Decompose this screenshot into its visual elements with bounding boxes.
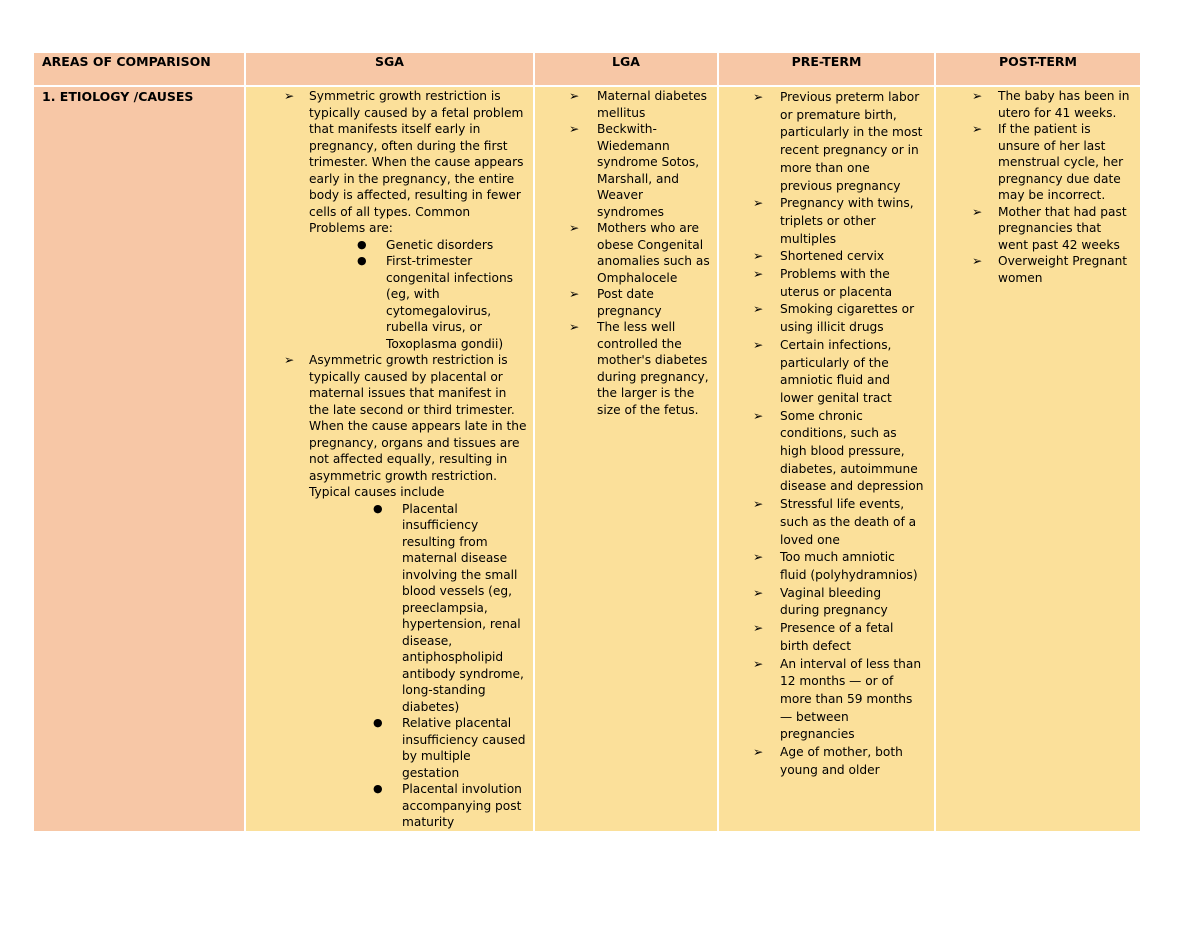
- arrow-bullet-icon: ➢: [753, 621, 764, 636]
- list-item: ➢ Age of mother, both young and older: [753, 745, 903, 777]
- arrow-bullet-icon: ➢: [753, 656, 764, 671]
- sga-asymmetric-text: Asymmetric growth restriction is typically caused by placental or maternal issues that manifest in the late second or third trimester. When the cause appears late in the pregnancy, organs and tissues are not affected equally, resulting in asymmetric growth restriction. Typical causes include: [309, 353, 527, 499]
- arrow-bullet-icon: ➢: [753, 267, 764, 282]
- arrow-bullet-icon: ➢: [753, 337, 764, 352]
- list-item: ● Genetic disorders: [357, 237, 494, 252]
- list-item: ➢ Pregnancy with twins, triplets or other multiples: [753, 196, 914, 246]
- dot-bullet-icon: ●: [357, 254, 367, 267]
- arrow-bullet-icon: ➢: [569, 221, 580, 235]
- row-label-etiology: 1. ETIOLOGY /CAUSES: [34, 87, 246, 833]
- list-item: ● Placental involution accompanying post maturity: [373, 782, 522, 829]
- list-item: ➢ Overweight Pregnant women: [972, 254, 1128, 285]
- list-item: ➢ Certain infections, particularly of the amniotic fluid and lower genital tract: [753, 337, 892, 405]
- header-pre-term: PRE-TERM: [719, 53, 936, 87]
- list-item: ● Placental insufficiency resulting from maternal disease involving the small blood vessels (eg, preeclampsia, hypertension, renal disease, antiphospholipid antibody syndrome, long-standing diabetes): [373, 501, 524, 714]
- header-sga: SGA: [246, 53, 535, 87]
- list-item: ➢ If the patient is unsure of her last menstrual cycle, her pregnancy due date may be incorrect.: [972, 122, 1124, 202]
- list-item: ➢ Maternal diabetes mellitus: [569, 89, 707, 120]
- list-item: ● Relative placental insufficiency caused by multiple gestation: [373, 716, 526, 780]
- list-item: ➢ The baby has been in utero for 41 weeks.: [972, 89, 1130, 120]
- arrow-bullet-icon: ➢: [284, 89, 295, 103]
- arrow-bullet-icon: ➢: [753, 585, 764, 600]
- arrow-bullet-icon: ➢: [569, 89, 580, 103]
- arrow-bullet-icon: ➢: [569, 287, 580, 301]
- list-item: ➢ Stressful life events, such as the death of a loved one: [753, 497, 917, 547]
- list-item: [284, 88, 527, 352]
- list-item: [284, 352, 527, 831]
- arrow-bullet-icon: ➢: [753, 249, 764, 264]
- arrow-bullet-icon: ➢: [972, 89, 983, 103]
- sga-symmetric-sublist: [357, 237, 527, 353]
- arrow-bullet-icon: ➢: [753, 196, 764, 211]
- post-term-cell: [936, 87, 1140, 833]
- dot-bullet-icon: ●: [373, 501, 383, 515]
- list-item: ➢ Mother that had past pregnancies that went past 42 weeks: [972, 204, 1127, 252]
- pre-term-list: [753, 89, 924, 779]
- sga-symmetric-text: Symmetric growth restriction is typically caused by a fetal problem that manifests itself early in pregnancy, often during the first trimester. When the cause appears early in the pregnancy, the entire body is affected, resulting in fewer cells of all types. Common Problems are:: [309, 89, 524, 235]
- list-item: ➢ Shortened cervix: [753, 248, 924, 266]
- header-areas-of-comparison: AREAS OF COMPARISON: [34, 53, 246, 87]
- list-item: ➢ Presence of a fetal birth defect: [753, 621, 894, 653]
- dot-bullet-icon: ●: [373, 716, 383, 729]
- arrow-bullet-icon: ➢: [753, 745, 764, 760]
- header-post-term: POST-TERM: [936, 53, 1140, 87]
- lga-cell: [535, 87, 719, 833]
- sga-asymmetric-sublist: [373, 501, 527, 831]
- list-item: ➢ Some chronic conditions, such as high blood pressure, diabetes, autoimmune disease and depression: [753, 408, 924, 494]
- sga-cell: [246, 87, 535, 833]
- list-item: ➢ Vaginal bleeding during pregnancy: [753, 585, 888, 618]
- lga-list: [569, 88, 711, 418]
- arrow-bullet-icon: ➢: [284, 353, 295, 367]
- list-item: ➢ Too much amniotic fluid (polyhydramnios): [753, 550, 918, 582]
- dot-bullet-icon: ●: [357, 237, 367, 251]
- list-item: ➢ The less well controlled the mother's diabetes during pregnancy, the larger is the size of the fetus.: [569, 320, 709, 417]
- list-item: ➢ An interval of less than 12 months — or of more than 59 months — between pregnancies: [753, 656, 922, 742]
- list-item: ➢ Problems with the uterus or placenta: [753, 267, 893, 299]
- pre-term-cell: [719, 87, 936, 833]
- comparison-table: [34, 53, 1140, 833]
- list-item: ➢ Smoking cigarettes or using illicit drugs: [753, 302, 915, 335]
- sga-list: [284, 88, 527, 831]
- header-lga: LGA: [535, 53, 719, 87]
- arrow-bullet-icon: ➢: [972, 254, 983, 268]
- list-item: ➢ Previous preterm labor or premature birth, particularly in the most recent pregnancy or in more than one previous pregnancy: [753, 90, 923, 193]
- arrow-bullet-icon: ➢: [972, 204, 983, 219]
- header-row: [34, 53, 1140, 87]
- arrow-bullet-icon: ➢: [753, 550, 764, 565]
- post-term-list: [972, 88, 1134, 286]
- arrow-bullet-icon: ➢: [753, 302, 764, 317]
- arrow-bullet-icon: ➢: [569, 320, 580, 334]
- dot-bullet-icon: ●: [373, 782, 383, 795]
- arrow-bullet-icon: ➢: [753, 90, 764, 104]
- arrow-bullet-icon: ➢: [972, 122, 983, 136]
- list-item: ● First-trimester congenital infections (eg, with cytomegalovirus, rubella virus, or Toxoplasma gondii): [357, 254, 514, 351]
- arrow-bullet-icon: ➢: [569, 122, 580, 136]
- list-item: ➢ Mothers who are obese Congenital anomalies such as Omphalocele: [569, 221, 710, 285]
- list-item: ➢ Post date pregnancy: [569, 287, 662, 318]
- arrow-bullet-icon: ➢: [753, 408, 764, 423]
- etiology-row: [34, 87, 1140, 833]
- arrow-bullet-icon: ➢: [753, 497, 764, 512]
- list-item: ➢ Beckwith-Wiedemann syndrome Sotos, Marshall, and Weaver syndromes: [569, 122, 700, 219]
